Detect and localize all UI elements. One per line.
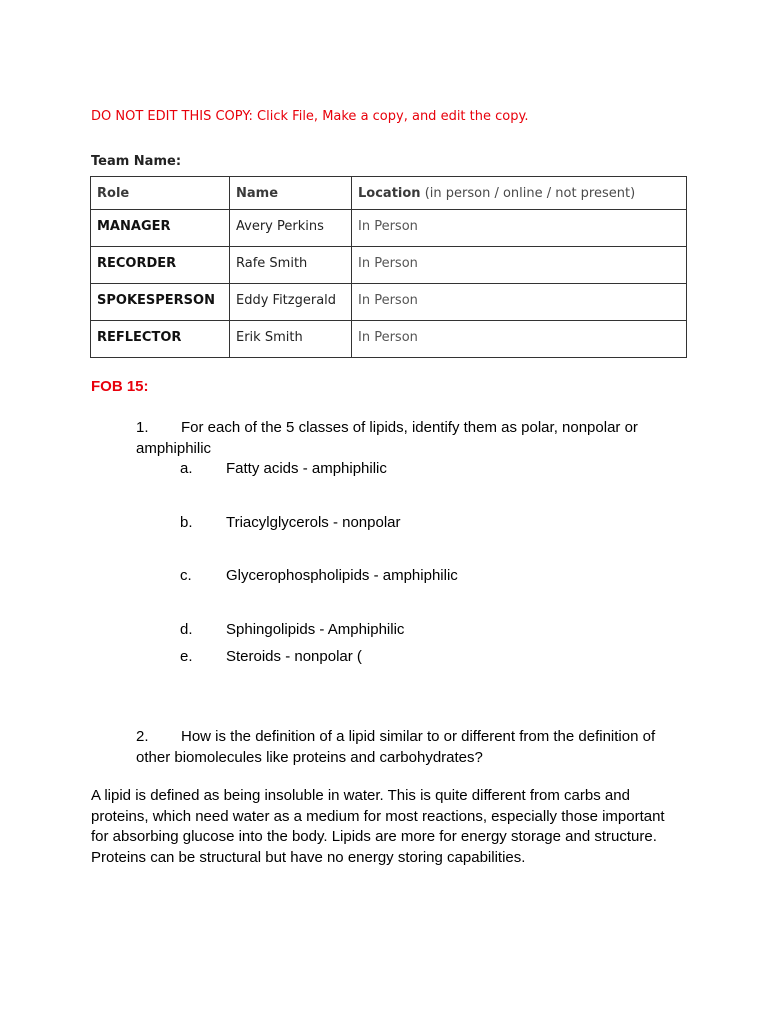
role-cell: REFLECTOR (91, 321, 230, 358)
list-text: Triacylglycerols - nonpolar (226, 514, 401, 531)
name-cell: Erik Smith (230, 321, 352, 358)
role-cell: RECORDER (91, 247, 230, 284)
role-cell: SPOKESPERSON (91, 284, 230, 321)
location-cell: In Person (352, 210, 687, 247)
answer-paragraph: A lipid is defined as being insoluble in water. This is quite different from carbs and proteins, which need water as a medium for most reactions, especially those important for absorbing glucose into the body. Lipids are more for energy storage and structure. Proteins can be structural but have no energy storing capabilities. (91, 787, 665, 866)
table-row (91, 210, 687, 247)
team-name-label: Team Name: (91, 154, 182, 169)
list-letter: b. (180, 514, 193, 531)
name-cell: Eddy Fitzgerald (230, 284, 352, 321)
name-cell: Avery Perkins (230, 210, 352, 247)
list-letter: e. (180, 648, 193, 665)
name-cell: Rafe Smith (230, 247, 352, 284)
roles-table (90, 176, 687, 358)
table-row (91, 321, 687, 358)
role-cell: MANAGER (91, 210, 230, 247)
question-text: For each of the 5 classes of lipids, identify them as polar, nonpolar or amphiphilic (136, 419, 638, 457)
question-number: 1. (136, 419, 149, 436)
question-number: 2. (136, 728, 149, 745)
question-1 (136, 417, 676, 459)
list-item (180, 514, 401, 531)
list-item (180, 567, 458, 584)
header-location: Location (in person / online / not present) (352, 177, 687, 210)
section-title: FOB 15: (91, 378, 149, 395)
list-letter: c. (180, 567, 192, 584)
list-item (180, 460, 387, 477)
location-cell: In Person (352, 247, 687, 284)
table-row (91, 247, 687, 284)
list-item (180, 648, 362, 665)
edit-warning: DO NOT EDIT THIS COPY: Click File, Make a copy, and edit the copy. (91, 109, 529, 124)
table-row (91, 284, 687, 321)
question-text: How is the definition of a lipid similar to or different from the definition of other biomolecules like proteins and carbohydrates? (136, 728, 656, 766)
list-letter: d. (180, 621, 193, 638)
list-text: Sphingolipids - Amphiphilic (226, 621, 405, 638)
list-text: Fatty acids - amphiphilic (226, 460, 387, 477)
location-cell: In Person (352, 321, 687, 358)
list-item (180, 621, 404, 638)
question-2 (136, 726, 676, 768)
header-role: Role (91, 177, 230, 210)
header-name: Name (230, 177, 352, 210)
list-text: Glycerophospholipids - amphiphilic (226, 567, 458, 584)
list-letter: a. (180, 460, 193, 477)
location-cell: In Person (352, 284, 687, 321)
list-text: Steroids - nonpolar ( (226, 648, 362, 665)
table-header-row (91, 177, 687, 210)
